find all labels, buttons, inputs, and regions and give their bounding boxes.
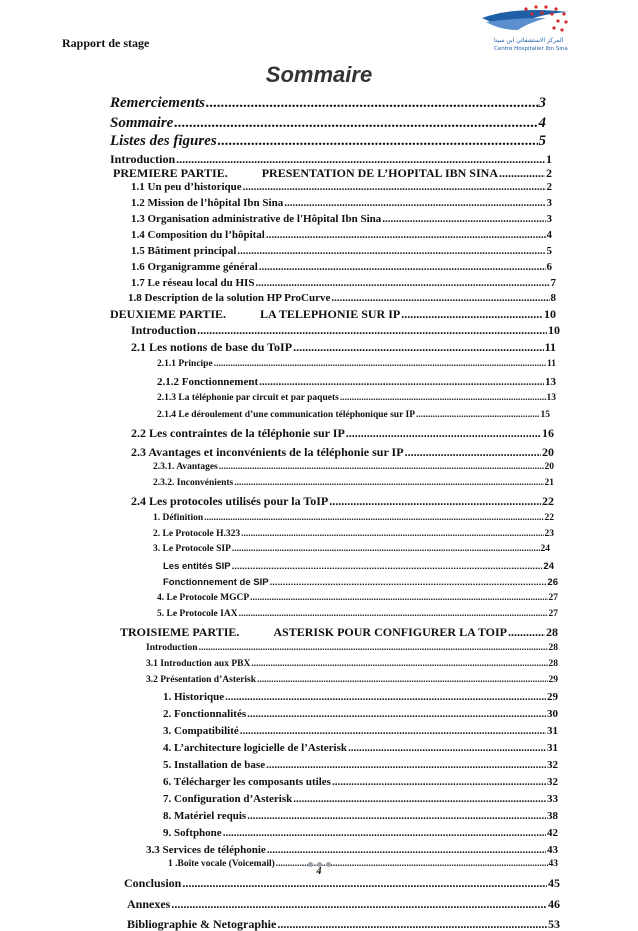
toc-part-heading: TROISIEME PARTIE. ASTERISK POUR CONFIGURER LA TOIP ..... 28 xyxy=(120,626,558,638)
toc-entry: 2.1 Les notions de base du ToIP ..... 11 xyxy=(131,341,556,353)
toc-entry: 1 .Boîte vocale (Voicemail) ..... 43 xyxy=(168,860,558,870)
toc-entry: 1.4 Composition du l’hôpital ..... 4 xyxy=(131,230,552,241)
toc-entry: 1.2 Mission de l’hôpital Ibn Sina ..... 3 xyxy=(131,198,552,209)
toc-entry: 3. Compatibilité ..... 31 xyxy=(163,726,558,737)
toc-entry: 2. Le Protocole H.323 ..... 23 xyxy=(153,530,554,540)
toc-entry: 3. Le Protocole SIP ..... 24 xyxy=(153,545,550,555)
toc-entry: Introduction ..... 10 xyxy=(131,324,560,336)
toc-entry: 1. Définition ..... 22 xyxy=(153,514,554,524)
toc-entry: 2.1.4 Le déroulement d’une communication téléphonique sur IP ..... 15 xyxy=(157,411,550,421)
toc-entry: 1.5 Bâtiment principal ..... 5 xyxy=(131,246,552,257)
toc-entry: Conclusion ..... 45 xyxy=(124,877,560,889)
toc-part-heading: PREMIERE PARTIE. PRESENTATION DE L’HOPITAL IBN SINA ..... 2 xyxy=(113,167,552,179)
toc-entry: 2.3.1. Avantages ..... 20 xyxy=(153,463,554,473)
toc-entry: 6. Télécharger les composants utiles ..... 32 xyxy=(163,777,558,788)
svg-text:المركز الاستشفائي ابن سينا: المركز الاستشفائي ابن سينا xyxy=(494,37,564,44)
svg-text:Centre Hospitalier Ibn Sina: Centre Hospitalier Ibn Sina xyxy=(494,46,568,52)
toc-entry: 5. Installation de base ..... 32 xyxy=(163,760,558,771)
toc-entry: 1.6 Organigramme général ..... 6 xyxy=(131,262,552,273)
toc-entry: 2.4 Les protocoles utilisés pour la ToIP ..... 22 xyxy=(131,495,554,507)
toc-entry: Les entités SIP ..... 24 xyxy=(163,562,554,572)
toc-entry: 1.1 Un peu d’historique ..... 2 xyxy=(131,182,552,193)
toc-entry: 2.3 Avantages et inconvénients de la téléphonie sur IP ..... 20 xyxy=(131,446,554,458)
toc-entry: Introduction ..... 28 xyxy=(146,644,558,654)
toc-entry: 2.1.3 La téléphonie par circuit et par paquets ..... 13 xyxy=(157,394,556,404)
toc-entry: 2.2 Les contraintes de la téléphonie sur IP ..... 16 xyxy=(131,427,554,439)
toc-entry: Annexes ..... 46 xyxy=(127,898,560,910)
toc-entry: Sommaire ..... 4 xyxy=(110,116,546,131)
toc-entry: 4. L’architecture logicielle de l’Asterisk ..... 31 xyxy=(163,743,558,754)
toc-entry: 2.1.1 Principe ..... 11 xyxy=(157,360,556,370)
toc-entry: 1. Historique ..... 29 xyxy=(163,692,558,703)
toc-entry: Introduction ..... 1 xyxy=(110,153,552,165)
toc-entry: 7. Configuration d’Asterisk ..... 33 xyxy=(163,794,558,805)
toc-entry: 3.1 Introduction aux PBX ..... 28 xyxy=(146,660,558,670)
toc-part-heading: DEUXIEME PARTIE. LA TELEPHONIE SUR IP ..... 10 xyxy=(110,308,556,320)
toc-entry: 9. Softphone ..... 42 xyxy=(163,828,558,839)
hospital-logo xyxy=(476,4,572,56)
toc-entry: 4. Le Protocole MGCP ..... 27 xyxy=(157,594,558,604)
toc-entry: 3.2 Présentation d’Asterisk ..... 29 xyxy=(146,676,558,686)
toc-entry: Bibliographie & Netographie ..... 53 xyxy=(127,918,560,930)
toc-entry: 5. Le Protocole IAX ..... 27 xyxy=(157,610,558,620)
toc-entry: 8. Matériel requis ..... 38 xyxy=(163,811,558,822)
toc-entry: 2.3.2. Inconvénients ..... 21 xyxy=(153,479,554,489)
toc-entry: Remerciements ..... 3 xyxy=(110,96,546,111)
toc-entry: Fonctionnement de SIP ..... 26 xyxy=(163,578,558,588)
toc-entry: 2.1.2 Fonctionnement ..... 13 xyxy=(157,377,556,388)
toc-entry: 1.3 Organisation administrative de l'Hôpital Ibn Sina ..... 3 xyxy=(131,214,552,225)
toc-entry: Listes des figures ..... 5 xyxy=(110,134,546,149)
page-number: 4 xyxy=(316,866,322,877)
toc-entry: 1.8 Description de la solution HP ProCurve ..... 8 xyxy=(128,293,556,304)
page-header-title: Rapport de stage xyxy=(62,36,150,50)
toc-entry: 2. Fonctionnalités ..... 30 xyxy=(163,709,558,720)
toc-entry: 3.3 Services de téléphonie ..... 43 xyxy=(146,845,558,856)
toc-entry: 1.7 Le réseau local du HIS ..... 7 xyxy=(131,278,556,289)
page-title: Sommaire xyxy=(265,62,373,87)
